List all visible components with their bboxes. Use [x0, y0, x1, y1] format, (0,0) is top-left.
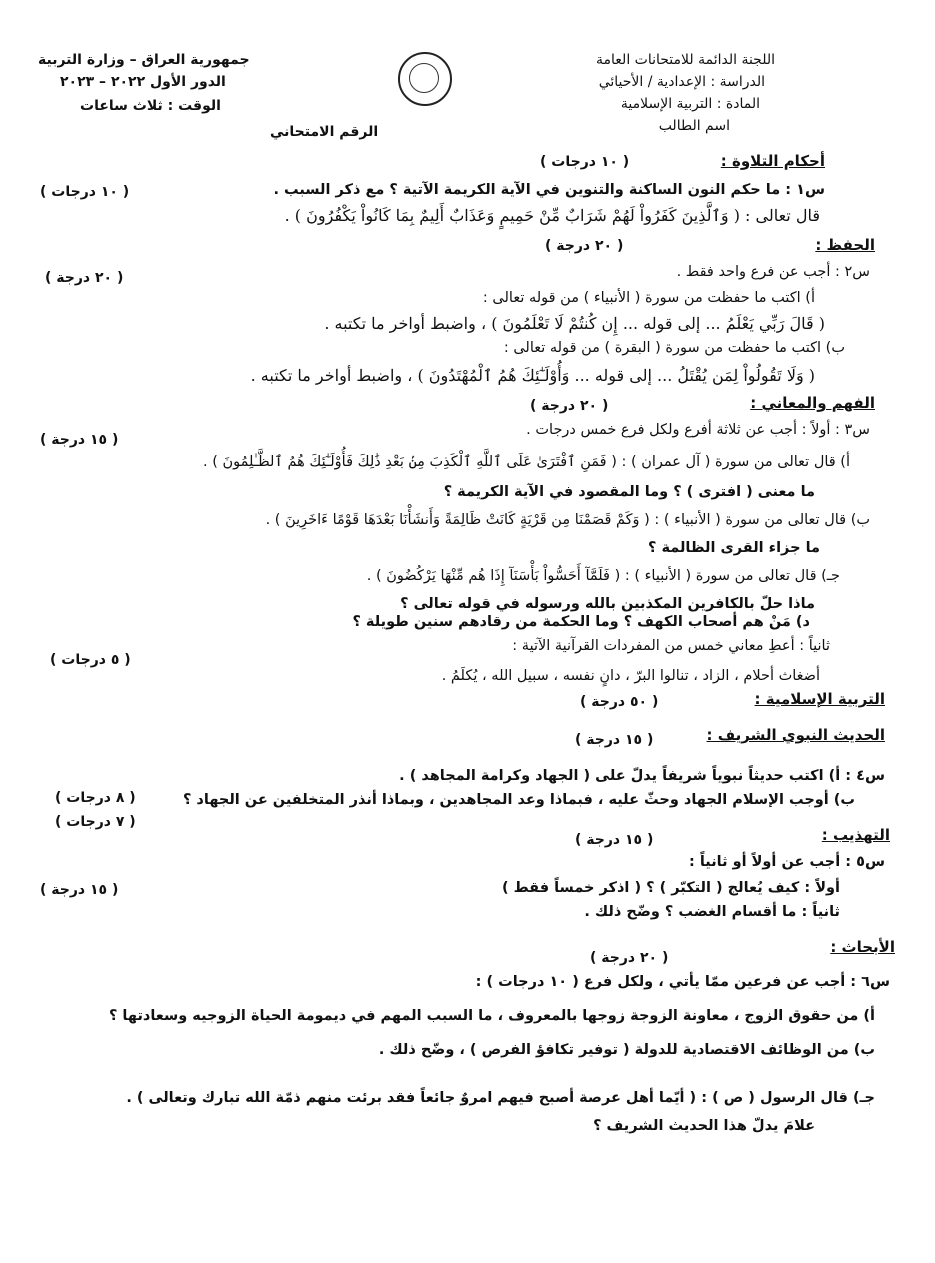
q3-b: ب) قال تعالى من سورة ( الأنبياء ) : ( وَكَمْ قَصَمْنَا مِن قَرْيَةٍ كَانَتْ ظَالِمَةً وَأَنشَأْنَا بَعْدَهَا قَوْمًا ءَاخَرِينَ ) . [265, 512, 870, 528]
q3-c-question: ماذا حلّ بالكافرين المكذبين بالله ورسوله في قوله تعالى ؟ [400, 596, 815, 612]
q6-text: س٦ : أجب عن فرعين ممّا يأتي ، ولكل فرع ( ١٠ درجات ) : [475, 974, 890, 990]
republic-line: جمهورية العراق – وزارة التربية [38, 52, 250, 68]
q2-text: س٢ : أجب عن فرع واحد فقط . [676, 264, 870, 280]
q4-b-marks: ( ٧ درجات ) [55, 814, 136, 830]
section-abhath-marks: ( ٢٠ درجة ) [590, 950, 669, 966]
section-hifz-title: الحفظ : [815, 236, 875, 254]
q3-c: جـ) قال تعالى من سورة ( الأنبياء ) : ( فَلَمَّآ أَحَسُّواْ بَأْسَنَآ إِذَا هُم مِّنْهَا يَرْكُضُونَ ) . [366, 568, 840, 584]
exam-number-label: الرقم الامتحاني [270, 124, 379, 140]
q3-a: أ) قال تعالى من سورة ( آل عمران ) : ( فَمَنِ ٱفْتَرَىٰ عَلَى ٱللَّهِ ٱلْكَذِبَ مِنۢ بَعْدِ ذَٰلِكَ فَأُوْلَـٰٓئِكَ هُمُ ٱلظَّـٰلِمُونَ ) . [203, 454, 850, 470]
q4-a: س٤ : أ) اكتب حديثاً نبوياً شريفاً يدلّ على ( الجهاد وكرامة المجاهد ) . [399, 768, 885, 784]
q3-marks: ( ١٥ درجة ) [40, 432, 119, 448]
q4-a-marks: ( ٨ درجات ) [55, 790, 136, 806]
q6-b: ب) من الوظائف الاقتصادية للدولة ( توفير تكافؤ الفرص ) ، وضّح ذلك . [378, 1042, 875, 1058]
q3-a-question: ما معنى ( افترى ) ؟ وما المقصود في الآية الكريمة ؟ [443, 484, 815, 500]
q6-a: أ) من حقوق الزوج ، معاونة الزوجة زوجها بالمعروف ، ما السبب المهم في ديمومة الحياة الزوجيه وسعادتها ؟ [108, 1008, 875, 1024]
ministry-seal-icon [398, 52, 452, 106]
section-abhath-title: الأبحاث : [830, 938, 895, 956]
q4-b: ب) أوجب الإسلام الجهاد وحثّ عليه ، فبماذا وعد المجاهدين ، وبماذا أنذر المتخلفين عن الجهاد ؟ [182, 792, 855, 808]
section-tilawa-title: أحكام التلاوة : [720, 152, 825, 170]
q1-ayah: قال تعالى : ( وَٱلَّذِينَ كَفَرُواْ لَهُمْ شَرَابٌ مِّنْ حَمِيمٍ وَعَذَابٌ أَلِيمٌ بِمَا كَانُواْ يَكْفُرُونَ ) . [284, 206, 820, 225]
q6-c: جـ) قال الرسول ( ص ) : ( أيّما أهل عرصة أصبح فيهم امروٌ جائعاً فقد برئت منهم ذمّة الله تبارك وتعالى ) . [126, 1090, 875, 1106]
section-fahm-marks: ( ٢٠ درجة ) [530, 398, 609, 414]
section-tarbiya-marks: ( ٥٠ درجة ) [580, 694, 659, 710]
q3-second-marks: ( ٥ درجات ) [50, 652, 131, 668]
q6-c-question: علامَ يدلّ هذا الحديث الشريف ؟ [593, 1118, 815, 1134]
study-line: الدراسة : الإعدادية / الأحيائي [598, 74, 765, 90]
q2-b-ayah: ( وَلَا تَقُولُواْ لِمَن يُقْتَلُ ... إلى قوله ... وَأُوْلَـٰٓئِكَ هُمُ ٱلْمُهْتَدُونَ ) ، واضبط أواخر ما تكتبه . [250, 366, 815, 385]
q1-marks: ( ١٠ درجات ) [40, 184, 130, 200]
section-tahdhib-title: التهذيب : [821, 826, 890, 844]
q1-text: س١ : ما حكم النون الساكنة والتنوين في الآية الكريمة الآتية ؟ مع ذكر السبب . [273, 182, 825, 198]
section-tarbiya-title: التربية الإسلامية : [754, 690, 885, 708]
section-hifz-marks: ( ٢٠ درجة ) [545, 238, 624, 254]
q2-marks: ( ٢٠ درجة ) [45, 270, 124, 286]
q3-b-question: ما جزاء القرى الظالمة ؟ [648, 540, 820, 556]
q5-marks: ( ١٥ درجة ) [40, 882, 119, 898]
q5-first: أولاً : كيف يُعالج ( التكبّر ) ؟ ( اذكر خمساً فقط ) [501, 880, 840, 896]
student-name-label: اسم الطالب [658, 118, 730, 134]
time-line: الوقت : ثلاث ساعات [80, 98, 221, 114]
q3-d: د) مَنْ هم أصحاب الكهف ؟ وما الحكمة من رقادهم سنين طويلة ؟ [352, 614, 810, 630]
committee-line: اللجنة الدائمة للامتحانات العامة [596, 52, 775, 68]
q2-b: ب) اكتب ما حفظت من سورة ( البقرة ) من قوله تعالى : [503, 340, 845, 356]
q5-second: ثانياً : ما أقسام الغضب ؟ وضّح ذلك . [584, 904, 840, 920]
q5-text: س٥ : أجب عن أولاً أو ثانياً : [689, 854, 885, 870]
section-tilawa-marks: ( ١٠ درجات ) [540, 154, 630, 170]
q2-a-ayah: ( قَالَ رَبِّي يَعْلَمُ ... إلى قوله ... إِن كُنتُمْ لَا تَعْلَمُونَ ) ، واضبط أواخر ما تكتبه . [324, 314, 825, 333]
q3-second: ثانياً : أعطِ معاني خمس من المفردات القرآنية الآتية : [512, 638, 830, 654]
subject-line: المادة : التربية الإسلامية [620, 96, 760, 112]
section-hadith-marks: ( ١٥ درجة ) [575, 732, 654, 748]
session-line: الدور الأول ٢٠٢٢ – ٢٠٢٣ [60, 74, 226, 90]
section-fahm-title: الفهم والمعاني : [750, 394, 875, 412]
q3-words: أضغاث أحلام ، الزاد ، تنالوا البرّ ، دانٍ نفسه ، سبيل الله ، يُكلَمُ . [441, 668, 820, 684]
section-tahdhib-marks: ( ١٥ درجة ) [575, 832, 654, 848]
q2-a: أ) اكتب ما حفظت من سورة ( الأنبياء ) من قوله تعالى : [482, 290, 815, 306]
section-hadith-title: الحديث النبوي الشريف : [706, 726, 885, 744]
q3-text: س٣ : أولاً : أجب عن ثلاثة أفرع ولكل فرع خمس درجات . [526, 422, 870, 438]
